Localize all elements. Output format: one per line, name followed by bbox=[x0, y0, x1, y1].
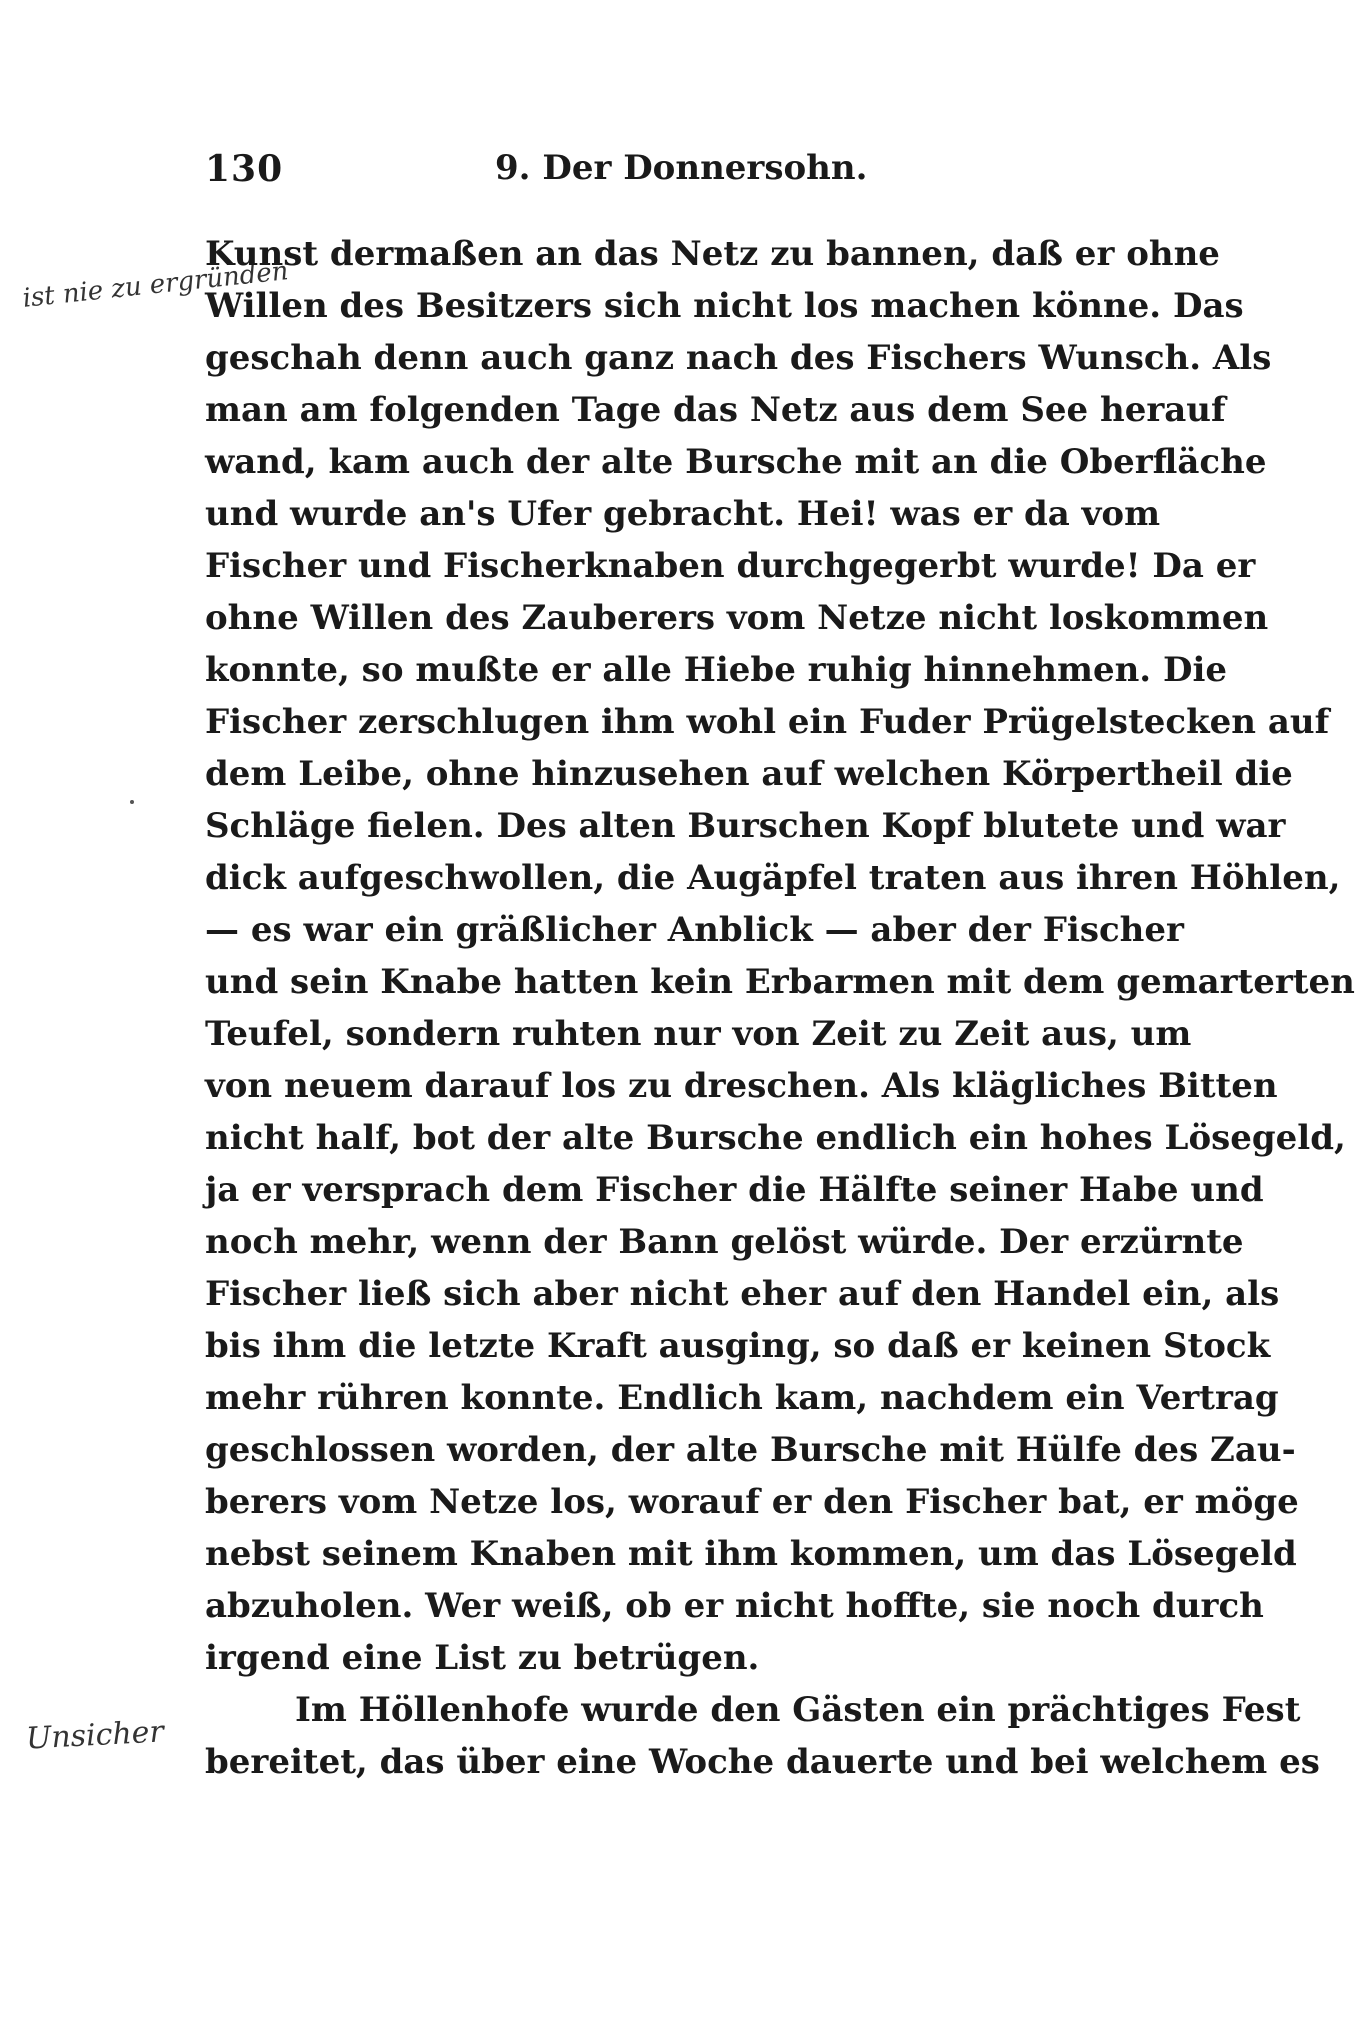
text-line: irgend eine List zu betrügen. bbox=[205, 1638, 760, 1678]
text-line: Im Höllenhofe wurde den Gästen ein prächtiges Fest bbox=[295, 1690, 1301, 1730]
margin-dot bbox=[130, 800, 134, 804]
text-line: — es war ein gräßlicher Anblick — aber der Fischer bbox=[205, 910, 1184, 950]
text-line: und wurde an's Ufer gebracht. Hei! was er da vom bbox=[205, 494, 1161, 534]
page-header bbox=[205, 148, 1125, 198]
text-line: bis ihm die letzte Kraft ausging, so daß er keinen Stock bbox=[205, 1326, 1271, 1366]
handwritten-margin-note: ist nie zu ergründen bbox=[21, 256, 290, 314]
text-line: bereitet, das über eine Woche dauerte und bei welchem es bbox=[205, 1742, 1320, 1782]
text-line: ohne Willen des Zauberers vom Netze nicht loskommen bbox=[205, 598, 1269, 638]
text-line: berers vom Netze los, worauf er den Fischer bat, er möge bbox=[205, 1482, 1299, 1522]
text-line: Schläge fielen. Des alten Burschen Kopf blutete und war bbox=[205, 806, 1286, 846]
text-line: abzuholen. Wer weiß, ob er nicht hoffte, sie noch durch bbox=[205, 1586, 1264, 1626]
text-line: Fischer und Fischerknaben durchgegerbt wurde! Da er bbox=[205, 546, 1256, 586]
text-line: dem Leibe, ohne hinzusehen auf welchen Körpertheil die bbox=[205, 754, 1293, 794]
text-line: geschah denn auch ganz nach des Fischers Wunsch. Als bbox=[205, 338, 1272, 378]
text-line: noch mehr, wenn der Bann gelöst würde. Der erzürnte bbox=[205, 1222, 1244, 1262]
text-line: nicht half, bot der alte Bursche endlich ein hohes Lösegeld, bbox=[205, 1118, 1346, 1158]
text-line: Fischer zerschlugen ihm wohl ein Fuder Prügelstecken auf bbox=[205, 702, 1330, 742]
body-text bbox=[205, 228, 1355, 1788]
text-line: Teufel, sondern ruhten nur von Zeit zu Zeit aus, um bbox=[205, 1014, 1192, 1054]
text-line: von neuem darauf los zu dreschen. Als klägliches Bitten bbox=[205, 1066, 1278, 1106]
text-line: ja er versprach dem Fischer die Hälfte seiner Habe und bbox=[205, 1170, 1264, 1210]
text-line: geschlossen worden, der alte Bursche mit Hülfe des Zau- bbox=[205, 1430, 1296, 1470]
paragraph-1 bbox=[205, 228, 1355, 1684]
text-line: Fischer ließ sich aber nicht eher auf den Handel ein, als bbox=[205, 1274, 1280, 1314]
text-line: Willen des Besitzers sich nicht los machen könne. Das bbox=[205, 286, 1244, 326]
text-line: nebst seinem Knaben mit ihm kommen, um das Lösegeld bbox=[205, 1534, 1297, 1574]
page-number: 130 bbox=[205, 148, 284, 190]
text-line: dick aufgeschwollen, die Augäpfel traten aus ihren Höhlen, bbox=[205, 858, 1341, 898]
running-title: 9. Der Donnersohn. bbox=[495, 148, 868, 188]
text-line: und sein Knabe hatten kein Erbarmen mit dem gemarterten bbox=[205, 962, 1355, 1002]
text-line: wand, kam auch der alte Bursche mit an die Oberfläche bbox=[205, 442, 1267, 482]
handwritten-margin-note-2: Unsicher bbox=[25, 1714, 165, 1757]
text-line: mehr rühren konnte. Endlich kam, nachdem ein Vertrag bbox=[205, 1378, 1279, 1418]
text-line: konnte, so mußte er alle Hiebe ruhig hinnehmen. Die bbox=[205, 650, 1228, 690]
paragraph-2 bbox=[205, 1684, 1320, 1788]
text-line: man am folgenden Tage das Netz aus dem See herauf bbox=[205, 390, 1226, 430]
text-line: Kunst dermaßen an das Netz zu bannen, daß er ohne bbox=[205, 234, 1220, 274]
